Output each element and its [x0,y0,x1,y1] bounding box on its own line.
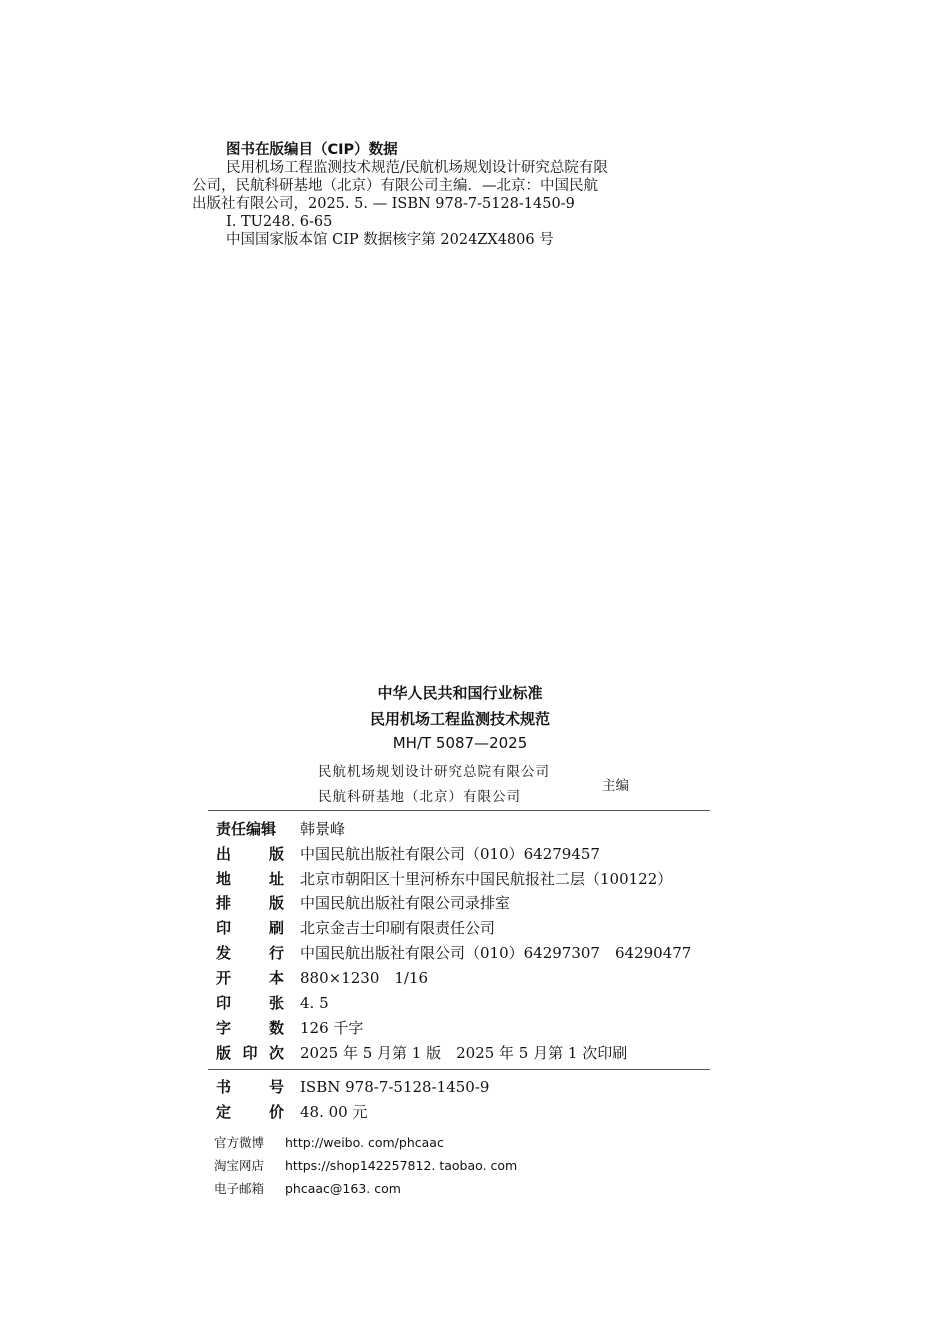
info-value: 880×1230 1/16 [300,969,429,987]
info-label: 定 价 [216,1103,284,1121]
info-value: 北京市朝阳区十里河桥东中国民航报社二层（100122） [300,870,673,888]
standard-type: 中华人民共和国行业标准 [377,684,543,702]
info-label: 发 行 [216,944,284,962]
info-value: 2025 年 5 月第 1 版 2025 年 5 月第 1 次印刷 [300,1044,628,1062]
taobao-link[interactable]: https://shop142257812. taobao. com [285,1158,518,1173]
cip-heading: 图书在版编目（CIP）数据 [226,142,398,158]
info-label: 地 址 [216,870,284,888]
info-label: 字 数 [216,1019,284,1037]
info-value: 中国民航出版社有限公司录排室 [300,894,511,912]
info-value: 中国民航出版社有限公司（010）64297307 64290477 [300,944,692,962]
cip-line-3: 出版社有限公司，2025. 5. — ISBN 978-7-5128-1450-9 [192,196,575,212]
info-label: 版 印 次 [216,1044,284,1062]
info-label: 排 版 [216,894,284,912]
cip-line-1: 民用机场工程监测技术规范/民航机场规划设计研究总院有限 [226,160,608,176]
standard-code: MH/T 5087—2025 [392,734,528,752]
web-label: 淘宝网店 [214,1158,265,1173]
editor-role: 主编 [602,778,629,794]
info-label: 责任编辑 [216,820,277,838]
info-value: 中国民航出版社有限公司（010）64279457 [300,845,600,863]
divider-bottom [208,1069,710,1070]
info-value: ISBN 978-7-5128-1450-9 [300,1078,490,1096]
info-label: 印 张 [216,994,284,1012]
info-label: 开 本 [216,969,284,987]
divider-top [208,810,710,811]
info-value: 48. 00 元 [300,1103,368,1121]
info-label: 出 版 [216,845,284,863]
info-value: 北京金吉士印刷有限责任公司 [300,919,496,937]
weibo-link[interactable]: http://weibo. com/phcaac [285,1135,444,1150]
web-label: 官方微博 [214,1135,265,1150]
editor-org-1: 民航机场规划设计研究总院有限公司 [318,764,550,780]
cip-line-4: Ⅰ. TU248. 6-65 [226,214,333,230]
standard-title: 民用机场工程监测技术规范 [369,710,550,728]
cip-line-5: 中国国家版本馆 CIP 数据核字第 2024ZX4806 号 [226,232,554,248]
editor-org-2: 民航科研基地（北京）有限公司 [318,789,521,805]
info-label: 书 号 [216,1078,284,1096]
info-value: 126 千字 [300,1019,364,1037]
email-link[interactable]: phcaac@163. com [285,1181,401,1196]
info-value: 4. 5 [300,994,329,1012]
cip-line-2: 公司，民航科研基地（北京）有限公司主编．—北京：中国民航 [192,178,598,194]
info-label: 印 刷 [216,919,284,937]
cip-data-block [192,141,672,249]
info-value: 韩景峰 [300,820,346,838]
web-label: 电子邮箱 [214,1181,265,1196]
